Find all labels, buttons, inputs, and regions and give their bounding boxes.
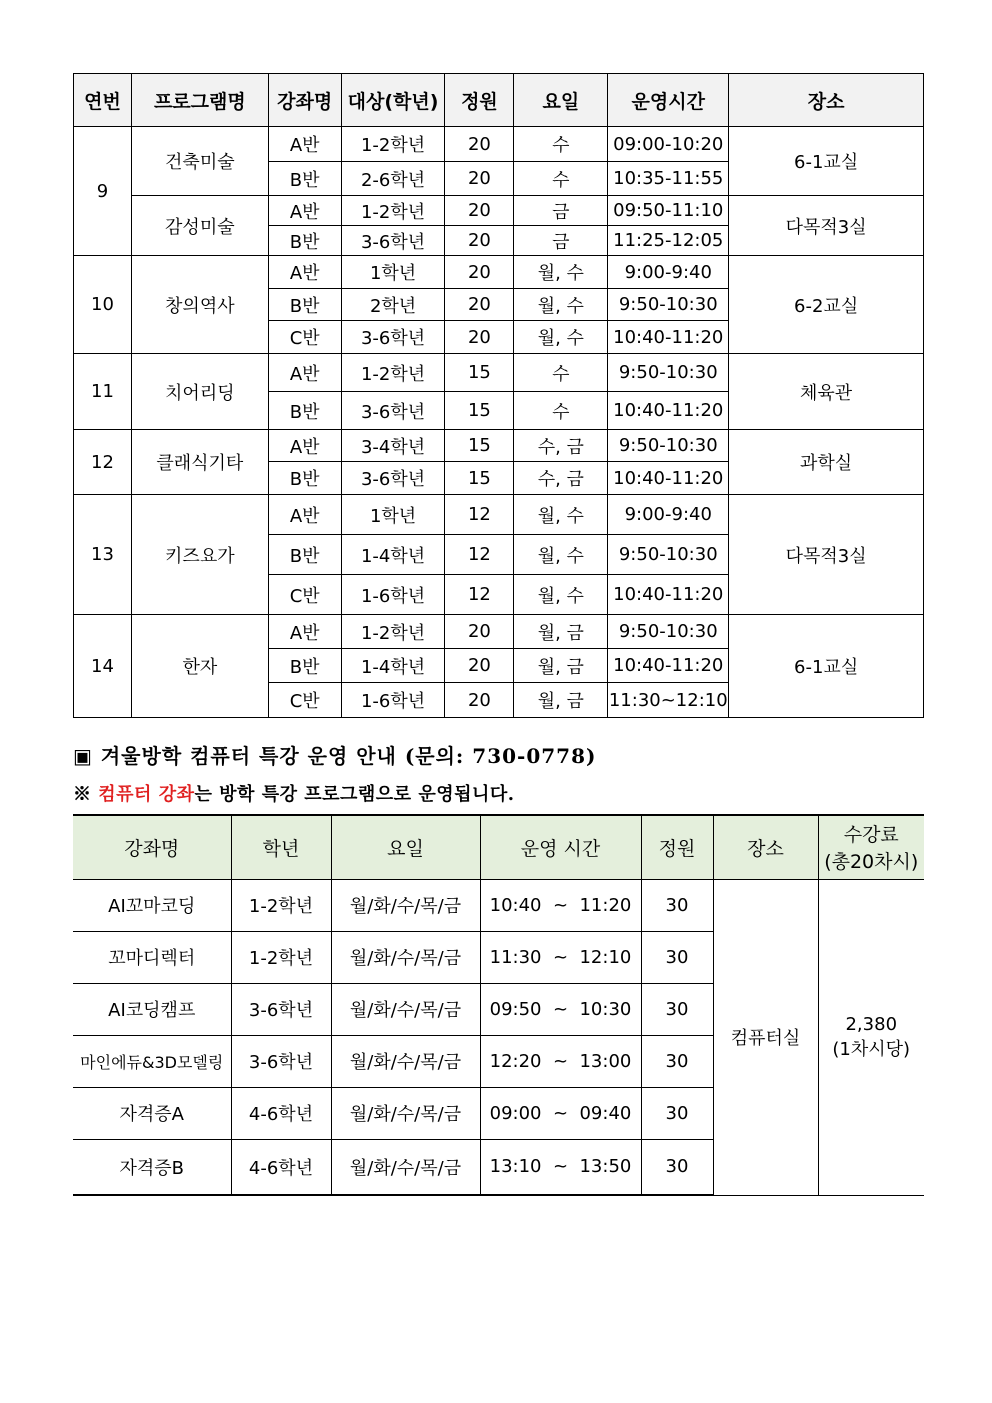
header-cell: 요일 — [514, 74, 608, 127]
place-cell: 다목적3실 — [729, 495, 924, 615]
capacity-cell: 30 — [641, 1035, 713, 1087]
day-cell: 수 — [514, 354, 608, 392]
class-cell: B반 — [268, 162, 341, 196]
capacity-cell: 12 — [445, 575, 514, 615]
time-cell: 10:40-11:20 — [608, 575, 729, 615]
capacity-cell: 30 — [641, 879, 713, 931]
time-cell: 9:00-9:40 — [608, 256, 729, 289]
computer-course-note — [73, 780, 515, 806]
time-cell: 11:30 ~ 12:10 — [480, 931, 641, 983]
grade-cell: 4-6학년 — [231, 1087, 331, 1139]
time-cell: 10:40 ~ 11:20 — [480, 879, 641, 931]
computer-course-table — [73, 814, 924, 1196]
place-cell: 다목적3실 — [729, 196, 924, 256]
place-cell: 6-2교실 — [729, 256, 924, 354]
class-cell: C반 — [268, 321, 341, 354]
header-cell: 정원 — [641, 815, 713, 879]
course-name: 꼬마디렉터 — [73, 931, 231, 983]
day-cell: 월, 수 — [514, 495, 608, 535]
capacity-cell: 12 — [445, 535, 514, 575]
class-cell: B반 — [268, 392, 341, 430]
course-name: 자격증A — [73, 1087, 231, 1139]
day-cell: 금 — [514, 226, 608, 256]
header-cell: 학년 — [231, 815, 331, 879]
table-header-row — [74, 74, 924, 127]
time-cell: 9:00-9:40 — [608, 495, 729, 535]
program-name: 창의역사 — [131, 256, 268, 354]
grade-cell: 3-4학년 — [341, 430, 445, 462]
day-cell: 수, 금 — [514, 430, 608, 462]
grade-cell: 3-6학년 — [231, 1035, 331, 1087]
grade-cell: 1-2학년 — [341, 127, 445, 162]
day-cell: 월/화/수/목/금 — [331, 983, 480, 1035]
class-cell: C반 — [268, 575, 341, 615]
time-cell: 10:35-11:55 — [608, 162, 729, 196]
place-cell: 컴퓨터실 — [713, 879, 818, 1195]
day-cell: 금 — [514, 196, 608, 226]
grade-cell: 1-2학년 — [341, 615, 445, 649]
table-row — [74, 196, 924, 226]
header-cell: 요일 — [331, 815, 480, 879]
table-row — [74, 127, 924, 162]
header-cell: 운영 시간 — [480, 815, 641, 879]
table-row — [74, 495, 924, 535]
course-name: 마인에듀&3D모델링 — [73, 1035, 231, 1087]
note-text: 는 방학 특강 프로그램으로 운영됩니다. — [194, 784, 515, 805]
program-schedule-table — [73, 73, 924, 718]
grade-cell: 4-6학년 — [231, 1139, 331, 1195]
time-cell: 09:00 ~ 09:40 — [480, 1087, 641, 1139]
day-cell: 월, 수 — [514, 256, 608, 289]
capacity-cell: 20 — [445, 289, 514, 321]
place-cell: 체육관 — [729, 354, 924, 430]
grade-cell: 1-4학년 — [341, 649, 445, 683]
capacity-cell: 20 — [445, 196, 514, 226]
time-cell: 10:40-11:20 — [608, 392, 729, 430]
class-cell: C반 — [268, 683, 341, 718]
time-cell: 09:50 ~ 10:30 — [480, 983, 641, 1035]
grade-cell: 1-6학년 — [341, 575, 445, 615]
grade-cell: 3-6학년 — [341, 392, 445, 430]
time-cell: 9:50-10:30 — [608, 289, 729, 321]
program-number: 9 — [74, 127, 132, 256]
program-name: 한자 — [131, 615, 268, 718]
capacity-cell: 30 — [641, 1087, 713, 1139]
class-cell: B반 — [268, 535, 341, 575]
capacity-cell: 20 — [445, 162, 514, 196]
fee-cell — [818, 879, 924, 1195]
grade-cell: 3-6학년 — [341, 226, 445, 256]
place-cell: 6-1교실 — [729, 615, 924, 718]
class-cell: B반 — [268, 462, 341, 495]
table-row — [74, 354, 924, 392]
program-name: 클래식기타 — [131, 430, 268, 495]
course-name: AI꼬마코딩 — [73, 879, 231, 931]
grade-cell: 1학년 — [341, 495, 445, 535]
day-cell: 수 — [514, 162, 608, 196]
fee-header — [818, 815, 924, 879]
time-cell: 9:50-10:30 — [608, 430, 729, 462]
computer-course-title: ▣ 겨울방학 컴퓨터 특강 운영 안내 (문의: 730-0778) — [73, 744, 597, 768]
place-cell: 과학실 — [729, 430, 924, 495]
time-cell: 13:10 ~ 13:50 — [480, 1139, 641, 1195]
day-cell: 월, 수 — [514, 535, 608, 575]
grade-cell: 1-2학년 — [341, 354, 445, 392]
day-cell: 월, 금 — [514, 683, 608, 718]
capacity-cell: 20 — [445, 683, 514, 718]
header-cell: 연번 — [74, 74, 132, 127]
program-number: 12 — [74, 430, 132, 495]
place-cell: 6-1교실 — [729, 127, 924, 196]
capacity-cell: 30 — [641, 983, 713, 1035]
capacity-cell: 15 — [445, 354, 514, 392]
grade-cell: 1-2학년 — [231, 931, 331, 983]
day-cell: 월, 수 — [514, 575, 608, 615]
table-row — [73, 879, 924, 931]
grade-cell: 2-6학년 — [341, 162, 445, 196]
capacity-cell: 12 — [445, 495, 514, 535]
capacity-cell: 15 — [445, 430, 514, 462]
day-cell: 월/화/수/목/금 — [331, 1087, 480, 1139]
header-cell: 프로그램명 — [131, 74, 268, 127]
class-cell: B반 — [268, 649, 341, 683]
capacity-cell: 20 — [445, 615, 514, 649]
time-cell: 10:40-11:20 — [608, 649, 729, 683]
header-cell: 강좌명 — [268, 74, 341, 127]
program-name: 감성미술 — [131, 196, 268, 256]
capacity-cell: 15 — [445, 462, 514, 495]
day-cell: 월/화/수/목/금 — [331, 879, 480, 931]
capacity-cell: 30 — [641, 1139, 713, 1195]
time-cell: 12:20 ~ 13:00 — [480, 1035, 641, 1087]
time-cell: 9:50-10:30 — [608, 535, 729, 575]
course-name: 자격증B — [73, 1139, 231, 1195]
fee-amount: 2,380 — [845, 1013, 898, 1035]
table-row — [74, 256, 924, 289]
grade-cell: 2학년 — [341, 289, 445, 321]
class-cell: A반 — [268, 495, 341, 535]
grade-cell: 1-2학년 — [231, 879, 331, 931]
time-cell: 09:00-10:20 — [608, 127, 729, 162]
grade-cell: 1-4학년 — [341, 535, 445, 575]
day-cell: 월, 수 — [514, 321, 608, 354]
day-cell: 수 — [514, 392, 608, 430]
day-cell: 수 — [514, 127, 608, 162]
time-cell: 9:50-10:30 — [608, 615, 729, 649]
table-header-row — [73, 815, 924, 879]
fee-header-line2: (총20차시) — [824, 851, 919, 874]
day-cell: 월, 금 — [514, 649, 608, 683]
header-cell: 정원 — [445, 74, 514, 127]
capacity-cell: 20 — [445, 321, 514, 354]
class-cell: A반 — [268, 430, 341, 462]
grade-cell: 3-6학년 — [231, 983, 331, 1035]
time-cell: 9:50-10:30 — [608, 354, 729, 392]
program-number: 13 — [74, 495, 132, 615]
day-cell: 월/화/수/목/금 — [331, 1139, 480, 1195]
capacity-cell: 20 — [445, 226, 514, 256]
grade-cell: 3-6학년 — [341, 462, 445, 495]
class-cell: A반 — [268, 615, 341, 649]
header-cell: 장소 — [729, 74, 924, 127]
program-number: 10 — [74, 256, 132, 354]
capacity-cell: 20 — [445, 649, 514, 683]
capacity-cell: 20 — [445, 127, 514, 162]
capacity-cell: 30 — [641, 931, 713, 983]
program-name: 건축미술 — [131, 127, 268, 196]
note-highlight: 컴퓨터 강좌 — [98, 784, 195, 805]
class-cell: A반 — [268, 196, 341, 226]
table-row — [74, 430, 924, 462]
program-number: 14 — [74, 615, 132, 718]
capacity-cell: 15 — [445, 392, 514, 430]
class-cell: A반 — [268, 127, 341, 162]
day-cell: 월, 금 — [514, 615, 608, 649]
capacity-cell: 20 — [445, 256, 514, 289]
class-cell: B반 — [268, 226, 341, 256]
class-cell: A반 — [268, 256, 341, 289]
time-cell: 11:25-12:05 — [608, 226, 729, 256]
table-row — [74, 615, 924, 649]
fee-header-line1: 수강료 — [843, 824, 899, 847]
program-number: 11 — [74, 354, 132, 430]
day-cell: 월, 수 — [514, 289, 608, 321]
grade-cell: 3-6학년 — [341, 321, 445, 354]
grade-cell: 1-6학년 — [341, 683, 445, 718]
time-cell: 10:40-11:20 — [608, 321, 729, 354]
grade-cell: 1학년 — [341, 256, 445, 289]
day-cell: 수, 금 — [514, 462, 608, 495]
class-cell: B반 — [268, 289, 341, 321]
header-cell: 장소 — [713, 815, 818, 879]
fee-unit: (1차시당) — [832, 1038, 911, 1060]
time-cell: 11:30~12:10 — [608, 683, 729, 718]
grade-cell: 1-2학년 — [341, 196, 445, 226]
program-name: 키즈요가 — [131, 495, 268, 615]
program-name: 치어리딩 — [131, 354, 268, 430]
day-cell: 월/화/수/목/금 — [331, 931, 480, 983]
time-cell: 09:50-11:10 — [608, 196, 729, 226]
header-cell: 운영시간 — [608, 74, 729, 127]
class-cell: A반 — [268, 354, 341, 392]
header-cell: 강좌명 — [73, 815, 231, 879]
day-cell: 월/화/수/목/금 — [331, 1035, 480, 1087]
time-cell: 10:40-11:20 — [608, 462, 729, 495]
header-cell: 대상(학년) — [341, 74, 445, 127]
note-mark: ※ — [73, 784, 99, 805]
course-name: AI코딩캠프 — [73, 983, 231, 1035]
